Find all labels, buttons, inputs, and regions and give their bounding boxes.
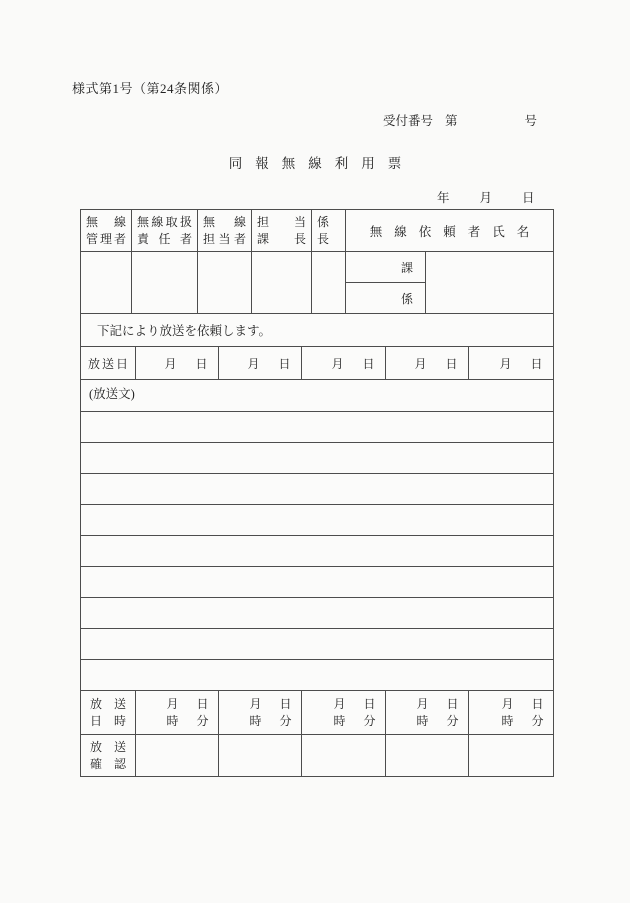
requester-name-entry-cell: [426, 252, 553, 314]
broadcast-datetime-cell-1: 月 日 時 分: [136, 691, 219, 735]
reception-number-line: [383, 111, 537, 129]
broadcast-datetime-cell-4: 月 日 時 分: [386, 691, 469, 735]
broadcast-date-label: 放 送 日: [81, 347, 136, 380]
date-month-label: 月: [479, 191, 493, 205]
broadcast-confirm-row: [81, 735, 553, 776]
header-radio-manager: 無 線 管 理 者: [81, 210, 132, 252]
broadcast-date-cell-1: 月 日: [136, 347, 219, 380]
broadcast-confirm-label: 放 送 確 認: [81, 735, 136, 776]
signature-cell-radio-handling-chief: [132, 252, 198, 314]
broadcast-text-blank-row: [81, 412, 553, 443]
broadcast-confirm-cell-4: [386, 735, 469, 776]
requester-division-label-cell: 課: [346, 252, 426, 283]
signature-cell-radio-staff: [198, 252, 252, 314]
broadcast-request-form-table: [80, 209, 554, 777]
broadcast-confirm-cell-2: [219, 735, 302, 776]
reception-number-suffix: 号: [524, 114, 538, 128]
page-title: 同 報 無 線 利 用 票: [228, 156, 402, 171]
broadcast-date-cell-2: 月 日: [219, 347, 302, 380]
broadcast-datetime-cell-3: 月 日 時 分: [302, 691, 386, 735]
broadcast-datetime-cell-2: 月 日 時 分: [219, 691, 302, 735]
header-radio-handling-chief: 無 線 取 扱 責 任 者: [132, 210, 198, 252]
broadcast-confirm-cell-5: [469, 735, 553, 776]
form-number: 様式第1号（第24条関係）: [72, 81, 229, 96]
broadcast-confirm-cell-1: [136, 735, 219, 776]
approval-section: [81, 210, 553, 314]
reception-number-label: 受付番号: [383, 114, 434, 128]
header-radio-staff: 無 線 担 当 者: [198, 210, 252, 252]
header-subsection-chief: 係長: [312, 210, 346, 252]
broadcast-datetime-label: 放 送 日 時: [81, 691, 136, 735]
broadcast-text-blank-row: [81, 536, 553, 567]
broadcast-text-blank-row: [81, 598, 553, 629]
broadcast-confirm-cell-3: [302, 735, 386, 776]
broadcast-text-blank-row: [81, 474, 553, 505]
date-day-label: 日: [522, 191, 535, 205]
signature-cell-radio-manager: [81, 252, 132, 314]
broadcast-text-blank-row: [81, 629, 553, 660]
requester-section-label-cell: 係: [346, 283, 426, 314]
broadcast-datetime-cell-5: 月 日 時 分: [469, 691, 553, 735]
request-note-row: 下記により放送を依頼します。: [81, 314, 553, 347]
broadcast-text-blank-row: [81, 505, 553, 536]
signature-cell-subsection-chief: [312, 252, 346, 314]
broadcast-text-blank-row: [81, 443, 553, 474]
reception-number-prefix: 第: [445, 114, 458, 128]
broadcast-text-blank-row: [81, 660, 553, 691]
broadcast-text-label-row: (放送文): [81, 380, 553, 412]
broadcast-date-cell-5: 月 日: [469, 347, 553, 380]
header-requester-name: 無 線 依 頼 者 氏 名: [346, 210, 553, 252]
date-line: [437, 188, 535, 206]
broadcast-date-row: [81, 347, 553, 380]
broadcast-text-blank-row: [81, 567, 553, 598]
date-year-label: 年: [437, 191, 450, 205]
broadcast-date-cell-4: 月 日: [386, 347, 469, 380]
header-section-manager: 担 当 課 長: [252, 210, 312, 252]
broadcast-date-cell-3: 月 日: [302, 347, 386, 380]
signature-cell-section-manager: [252, 252, 312, 314]
broadcast-datetime-row: [81, 691, 553, 735]
